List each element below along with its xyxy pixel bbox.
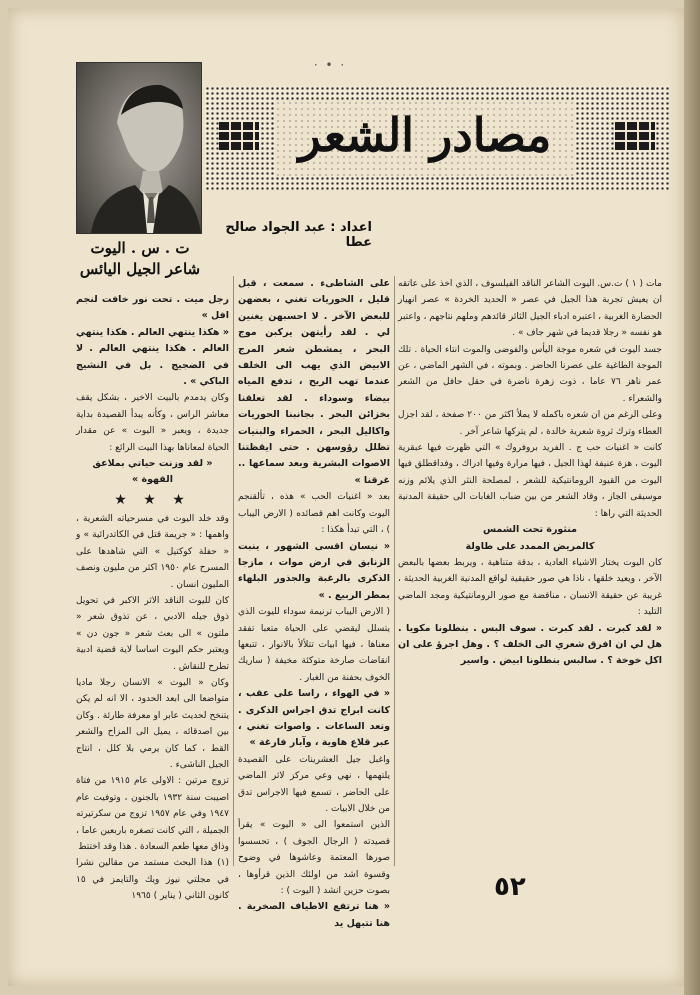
article-subtitle [76, 238, 204, 280]
column-divider [233, 276, 234, 866]
paragraph: « في الهواء ، راسا على عقب ، كانت ابراج تدق اجراس الذكرى . وتعد الساعات . واصوات تغني ، عبر قلاع هاوية ، وآبار فارغة » [238, 688, 390, 749]
paragraph: وقد خلد اليوت في مسرحياته الشعرية ، واهمها : « جريمة قتل في الكاتدرائية » و « حفلة كوكتيل » التي شاهدها على المسرح عام ١٩٥٠ اكثر من مليون ونصف المليون انسان . [76, 513, 229, 590]
column-middle [238, 276, 390, 932]
title-banner [205, 86, 669, 190]
column-divider [394, 276, 395, 866]
binding-edge [684, 0, 700, 995]
paragraph: كان لليوت الناقد الاثر الاكبر في تحويل ذوق جيله الادبي ، عن تذوق شعر « ملتون » الى بعث شعر « جون دن » ويعتبر حكم اليوت اساسا لاية قضية ادبية تطرح للنقاش . [76, 595, 229, 672]
paragraph: جسد اليوت في شعره موجة اليأس والفوضى والموت انتاء الحياة . تلك الموجة الطاغية على عصرنا الحاضر . وبموته ، في الشهر الماضي ، عن عمر ناهز ٧٦ عاما ، ذوت زهرة ناضرة في حقل حافل من الشعر والشعراء . [398, 344, 662, 404]
paragraph: « نيسان اقسى الشهور ، ينبت الزنابق في ارض موات ، مازجا الذكرى بالرغبة والجذور البلهاء بمطر الربيع . » [238, 540, 390, 601]
brick-ornament-left [219, 122, 259, 152]
banner-panel [275, 100, 575, 176]
paragraph: الذين استمعوا الى « اليوت » يقرأ قصيدته ( الرجال الجوف ) ، تحسسوا صورها المعتمة وعاشوها في وضوح وقسوة اشد من اولئك الذين قرأوها ، بصوت حزين انشد ( اليوت ) : [238, 820, 390, 897]
paragraph: كان اليوت يختار الاشياء العادية ، بدقة متناهية ، ويربط بعضها بالبعض الآخر ، ويعيد خلقها ، ناذا هي صور حقيقية لواقع المدنية الغربية الحديثة ، غريبة عن حقيقة الانسان ، مناقضة مع صور الرومانتيكية ومجد الماضي التليد : [398, 557, 662, 618]
paragraph: رجل ميت . تحت نور خافت لنجم افل » [76, 294, 229, 322]
paragraph: بعد « اغنيات الحب » هذه ، تألقنجم اليوت وكانت اهم قصائده ( الارض اليباب ) ، التي تبدأ هكذا : [238, 492, 390, 536]
paragraph: وكان يدمدم بالبيت الاخير ، بشكل يقف معاشر الراس ، وكأنه يبدأ القصيدة بداية جديدة ، ويعبر « اليوت » عن مقدار الحياة لمعاناها بهذا البيت الرائع : [76, 393, 229, 453]
section-title: مصادر الشعر [298, 108, 552, 162]
paragraph: « لقد وزنت حياتي بملاعق القهوة » [92, 458, 213, 486]
paragraph: كالمريض الممدد على طاولة [465, 540, 595, 552]
paragraph: ( الارض اليباب ترنيمة سوداء لليوت الذي يتسلل ليقضي على الحياة متعبا تفقد معناها ، فيها ابيات تتلألأ بالانوار ، تتبعها انقاضات صارخة متوكئة مخيفة ( ساريك الخوف بحفنة من الغبار . [238, 607, 390, 683]
paragraph: مات ( ١ ) ت.س. اليوت الشاعر الناقد الفيلسوف ، الذي اخذ على عاتقه ان يعيش تجربة هذا الجيل في عصر « الحديد الخردة » عصر انهيار الحضارة الغربية ، اعتبره ادباء الجيل الثائر قائدهم وملهم نتاجهم ، واعتبر هو نفسه « رجلا قديما في شهر جاف » . [398, 279, 662, 339]
paragraph: على الشاطىء . سمعت ، قبل قليل ، الحوريات تغني ، بعضهن للبعض الآخر . لا احسبهن يغنين لي . لقد رأيتهن يركبن موج البحر ، يمشطن شعر المرج الابيض الذي يهب الى الخلف عندما تهب الريح ، تدفع المياه بيضاء وسوداء . لقد تعلقنا بخزائن البحر . بجانبنا الحوريات واكاليل البحر ، الحمراء والبنيات تظلل رؤوسهن . حتى ايقظتنا الاصوات البشرية وبعد سماعها .. غرقنا » [238, 278, 390, 486]
subject-title: شاعر الجيل اليائس [79, 260, 201, 278]
paragraph: « هكذا ينتهي العالم . هكذا ينتهي العالم . هكذا ينتهي العالم . لا في الضجيج . بل في النشيج الباكي » . [76, 326, 229, 388]
column-left [76, 292, 229, 905]
paragraph: « لقد كبرت . لقد كبرت . سوف البس . بنطلونا مكويا . هل لي ان افرق شعري الى الخلف ؟ . وهل اجرؤ على ان اكل خوخة ؟ . سالبس بنطلونا ابيض . واسير [398, 622, 662, 667]
byline: اعداد : عبد الجواد صالح عطا [225, 220, 372, 250]
page-number: ٥٢ [494, 872, 526, 902]
paragraph: وكان « اليوت » الانسان رجلا ماديا متواضعا الى ابعد الحدود ، الا انه لم يكن يتنخح لحديث عابر او معرفة طارئة . وكان بين اصدقائه ، يميل الى المزاح والشعر القط ، كما كان يرمي بلا كلل ، انتاج الجيل الناشىء . [76, 677, 229, 770]
paragraph: « هنا ترتفع الاطياف الصخرية . هنا تتبهل يد [238, 901, 390, 929]
paragraph: تزوج مرتين : الاولى عام ١٩١٥ من فتاة اصيبت سنة ١٩٣٢ بالجنون ، وتوفيت عام ١٩٤٧ وفي عام ١٩٥٧ تزوج من سكرتيرته الجميلة ، التي كانت تصغره باربعين عاما ، وذاق معها طعم السعادة . هذا وقد اختتط [76, 776, 230, 852]
portrait-illustration [77, 63, 201, 233]
brick-ornament-right [615, 122, 655, 152]
author-portrait [76, 62, 202, 234]
column-right [398, 276, 662, 670]
paragraph: ★ ★ ★ [114, 491, 191, 508]
paragraph: منثورة تحت الشمس [482, 524, 578, 536]
top-ornament: · • · [313, 58, 347, 72]
paragraph: واغبل جيل العشرينات على القصيدة يلتهمها ، نهي وعي مركز لاثر الماضي على الحاضر ، تسمع فيها الاجراس تدق من خلال الابيات . [238, 754, 390, 814]
paragraph: كانت « اغنيات حب ج . الفريد بروفروك » التي ظهرت فيها عبقرية اليوت ، هزة عنيفة لهذا الجيل ، فيها مرارة وفيها ادراك ، وفداقطلق فيها اليوت من القيود الرومانتيكية للشعر ، لمصلحة النثر الذي يلائم وزنه موسيقى الجاز ، وقاد الشعر من بين ضباب الغابات الى حقيقة المدنية الحديثة التي راها : [398, 443, 662, 519]
paragraph: وعلى الرغم من ان شعره باكمله لا يملأ اكثر من ٢٠٠ صفحة ، لقد اجزل العطاء وترك ثروة شعرية خالدة ، لم يتركها شاعر آخر . [398, 410, 663, 437]
paragraph: (١) هذا البحث مستمد من مقالين نشرا في مجلتي نيوز ويك والتايمز في ١٥ كانون الثاني ( يناير ) ١٩٦٥ [76, 858, 229, 902]
subject-name: ت . س . اليوت [90, 239, 190, 257]
